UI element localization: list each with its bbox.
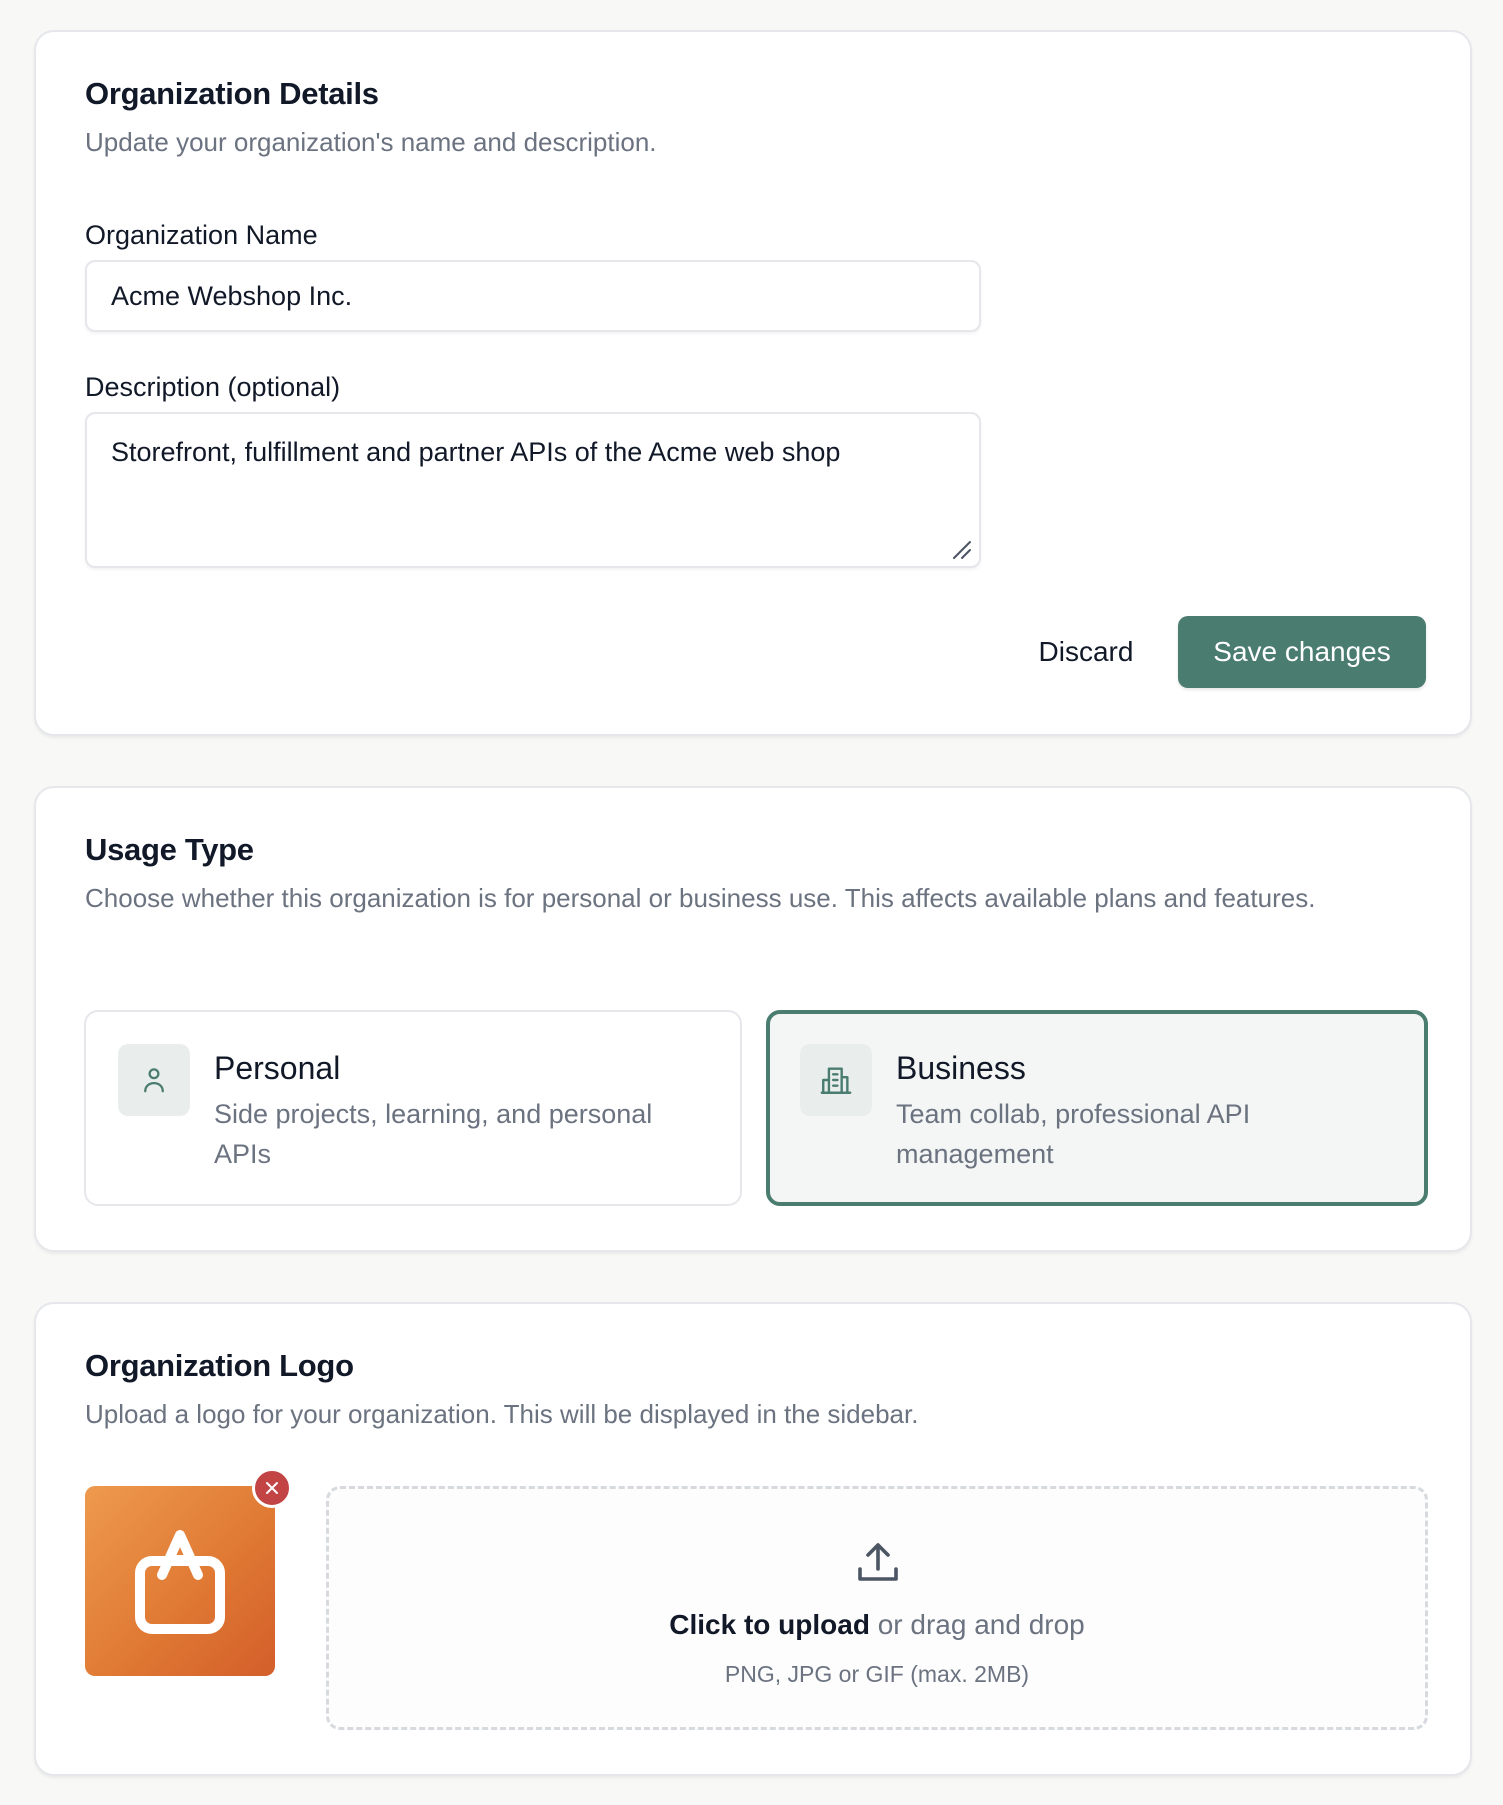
save-changes-button[interactable]: Save changes bbox=[1178, 616, 1426, 688]
resize-handle-icon[interactable] bbox=[948, 536, 972, 560]
organization-name-label: Organization Name bbox=[85, 220, 318, 250]
upload-icon bbox=[854, 1539, 902, 1587]
organization-details-card bbox=[34, 30, 1472, 736]
upload-instruction bbox=[329, 1609, 1425, 1641]
usage-type-title: Usage Type bbox=[85, 832, 254, 867]
usage-type-subtitle: Choose whether this organization is for personal or business use. This affects available plans and features. bbox=[85, 883, 1316, 913]
upload-instruction-rest: or drag and drop bbox=[869, 1609, 1085, 1640]
description-textarea[interactable] bbox=[85, 412, 981, 568]
organization-details-subtitle: Update your organization's name and description. bbox=[85, 127, 657, 157]
description-label: Description (optional) bbox=[85, 372, 341, 402]
usage-option-personal[interactable] bbox=[84, 1010, 742, 1206]
usage-option-title: Business bbox=[896, 1050, 1026, 1086]
organization-logo-card bbox=[34, 1302, 1472, 1776]
organization-name-input[interactable] bbox=[85, 260, 981, 332]
usage-type-card bbox=[34, 786, 1472, 1252]
logo-preview bbox=[85, 1486, 275, 1676]
logo-upload-dropzone[interactable] bbox=[326, 1486, 1428, 1730]
building-icon bbox=[800, 1044, 872, 1116]
usage-option-description: Team collab, professional API management bbox=[896, 1099, 1251, 1169]
remove-logo-button[interactable] bbox=[252, 1468, 292, 1508]
usage-option-description: Side projects, learning, and personal APIs bbox=[214, 1099, 653, 1169]
shopping-bag-icon bbox=[132, 1527, 228, 1635]
usage-option-business[interactable] bbox=[766, 1010, 1428, 1206]
usage-option-title: Personal bbox=[214, 1050, 341, 1086]
user-icon bbox=[118, 1044, 190, 1116]
click-to-upload-link[interactable]: Click to upload bbox=[669, 1609, 870, 1640]
organization-logo-title: Organization Logo bbox=[85, 1348, 354, 1383]
close-icon bbox=[264, 1480, 280, 1496]
upload-hint: PNG, JPG or GIF (max. 2MB) bbox=[724, 1661, 1030, 1687]
organization-details-title: Organization Details bbox=[85, 76, 379, 111]
organization-logo-subtitle: Upload a logo for your organization. This will be displayed in the sidebar. bbox=[85, 1399, 919, 1429]
discard-button[interactable]: Discard bbox=[996, 616, 1176, 688]
